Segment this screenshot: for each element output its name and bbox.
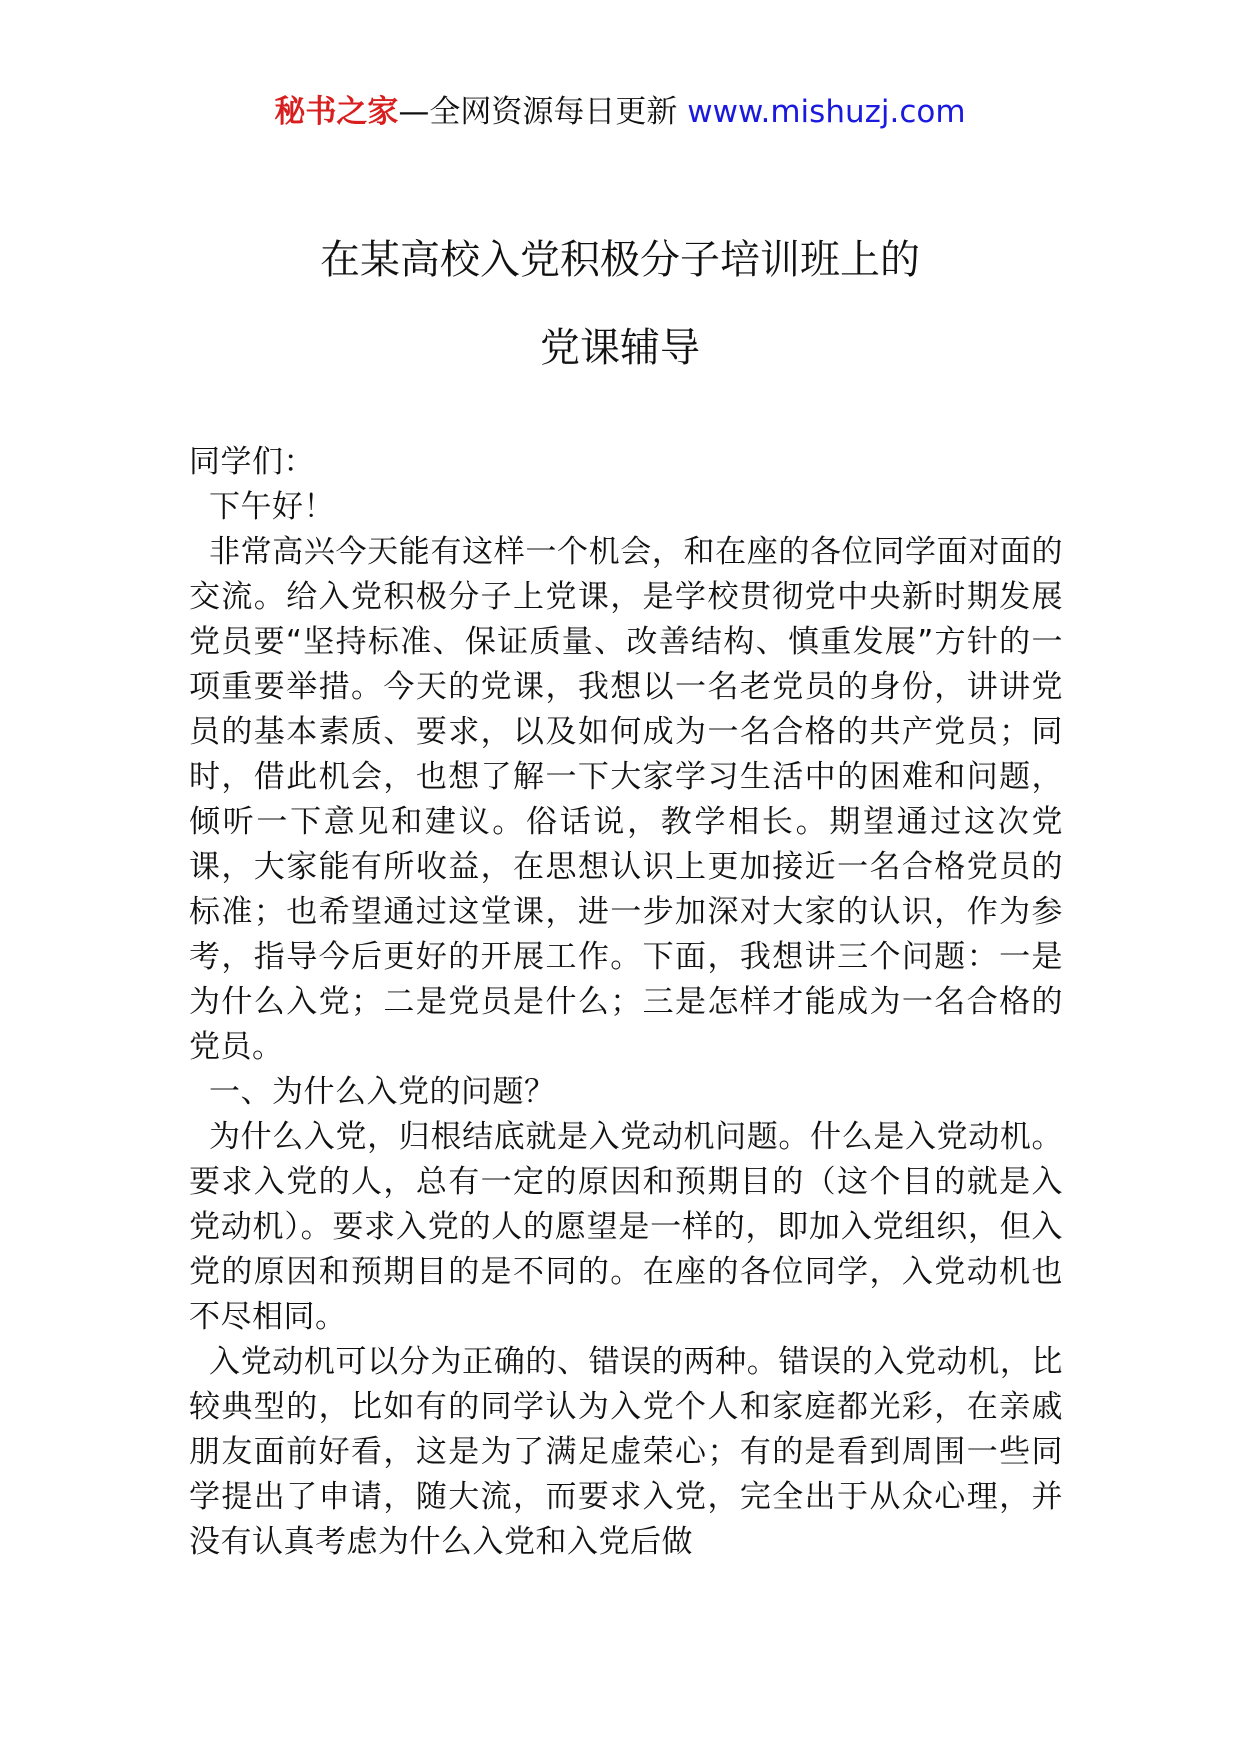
document-title-line-1: 在某高校入党积极分子培训班上的 [320, 237, 920, 283]
site-brand: 秘书之家 [274, 94, 399, 130]
body-paragraph-motive-types: 入党动机可以分为正确的、错误的两种。错误的入党动机，比较典型的，比如有的同学认为入党个人和家庭都光彩，在亲戚朋友面前好看，这是为了满足虚荣心；有的是看到周围一些同学提出了申请，随大流，而要求入党，完全出于从众心理，并没有认真考虑为什么入党和入党后做 [189, 1344, 1063, 1560]
body-paragraph-intro: 非常高兴今天能有这样一个机会，和在座的各位同学面对面的交流。给入党积极分子上党课，是学校贯彻党中央新时期发展党员要“坚持标准、保证质量、改善结构、慎重发展”方针的一项重要举措。今天的党课，我想以一名老党员的身份，讲讲党员的基本素质、要求，以及如何成为一名合格的共产党员；同时，借此机会，也想了解一下大家学习生活中的困难和问题，倾听一下意见和建议。俗话说，教学相长。期望通过这次党课，大家能有所收益，在思想认识上更加接近一名合格党员的标准；也希望通过这堂课，进一步加深对大家的认识，作为参考，指导今后更好的开展工作。下面，我想讲三个问题：一是为什么入党；二是党员是什么；三是怎样才能成为一名合格的党员。 [189, 534, 1063, 1065]
site-header [0, 92, 1240, 132]
site-slogan: —全网资源每日更新 [398, 94, 678, 130]
document-body [189, 440, 1063, 1565]
salutation: 同学们： [189, 444, 315, 480]
document-title-line-2: 党课辅导 [540, 325, 700, 371]
site-url-link[interactable]: www.mishuzj.com [687, 94, 966, 130]
body-paragraph-motive: 为什么入党，归根结底就是入党动机问题。什么是入党动机。要求入党的人，总有一定的原因和预期目的（这个目的就是入党动机）。要求入党的人的愿望是一样的，即加入党组织，但入党的原因和预期目的是不同的。在座的各位同学，入党动机也不尽相同。 [189, 1119, 1063, 1335]
section-heading-1: 一、为什么入党的问题？ [209, 1074, 556, 1110]
body-paragraph-greeting: 下午好！ [209, 489, 335, 525]
